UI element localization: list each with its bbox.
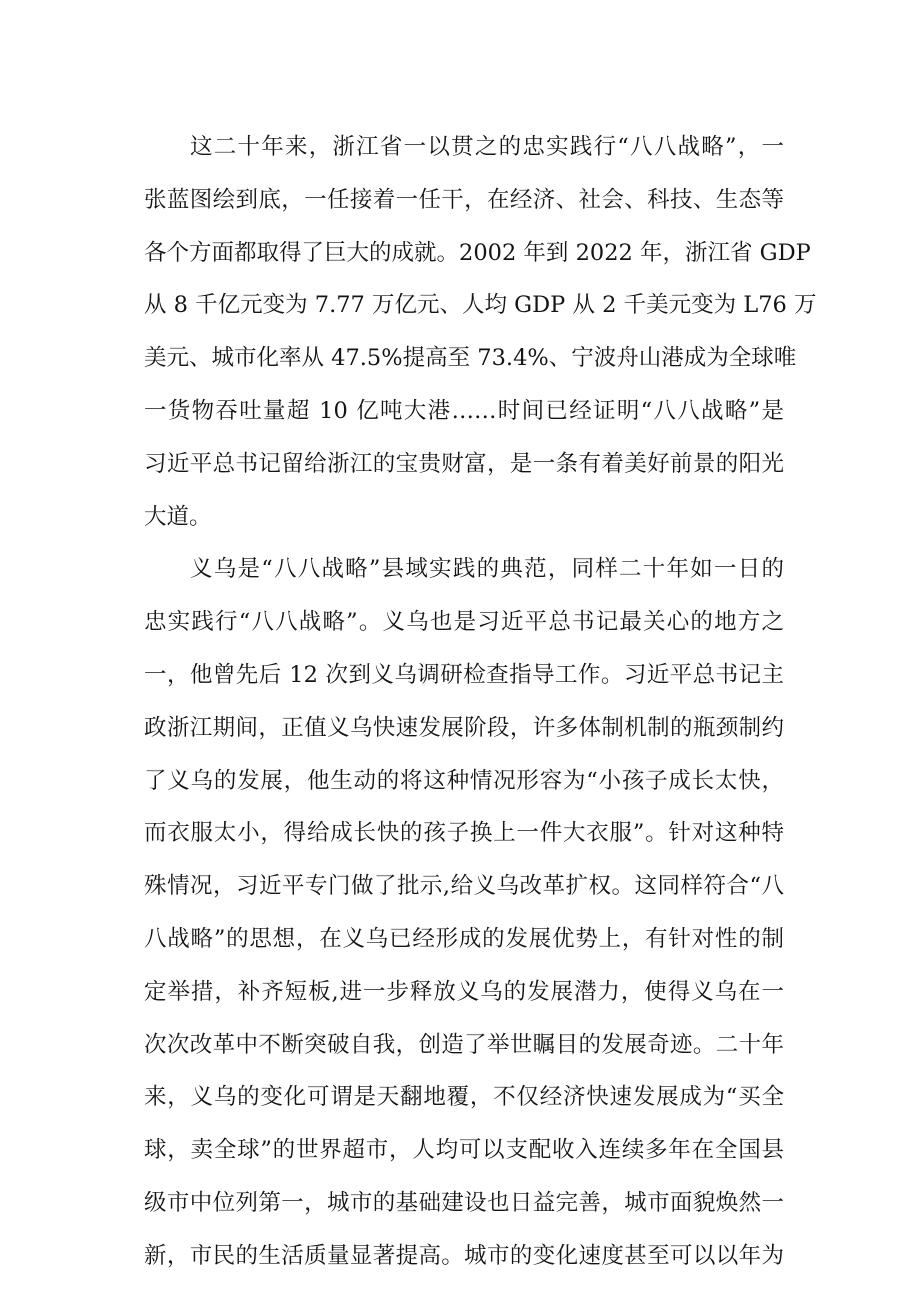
text-line: 次次改革中不断突破自我，创造了举世瞩目的发展奇迹。二十年 [144, 1031, 784, 1058]
text-line: 政浙江期间，正值义乌快速发展阶段，许多体制机制的瓶颈制约 [144, 714, 784, 741]
text-line: 义乌是“八八战略”县域实践的典范，同样二十年如一日的 [190, 556, 784, 583]
text-line: 了义乌的发展，他生动的将这种情况形容为“小孩子成长太快， [144, 767, 784, 794]
document-body [144, 121, 817, 1283]
text-line: 这二十年来，浙江省一以贯之的忠实践行“八八战略”，一 [190, 134, 784, 160]
paragraph [144, 121, 817, 543]
text-line: 级市中位列第一，城市的基础建设也日益完善，城市面貌焕然一 [144, 1189, 784, 1216]
text-line: 球，卖全球”的世界超市，人均可以支配收入连续多年在全国县 [144, 1137, 784, 1164]
text-line: 一，他曾先后 12 次到义乌调研检查指导工作。习近平总书记主 [144, 661, 784, 688]
text-line: 新，市民的生活质量显著提高。城市的变化速度甚至可以以年为 [144, 1242, 784, 1269]
text-line: 来，义乌的变化可谓是天翻地覆，不仅经济快速发展成为“买全 [144, 1084, 784, 1111]
text-line: 一货物吞吐量超 10 亿吨大港……时间已经证明“八八战略”是 [144, 397, 784, 424]
text-line: 各个方面都取得了巨大的成就。2002 年到 2022 年，浙江省 GDP [144, 239, 811, 266]
text-line: 张蓝图绘到底，一任接着一任干，在经济、社会、科技、生态等 [144, 186, 784, 213]
text-line: 习近平总书记留给浙江的宝贵财富，是一条有着美好前景的阳光 [144, 450, 784, 477]
text-line: 忠实践行“八八战略”。义乌也是习近平总书记最关心的地方之 [144, 609, 784, 636]
text-line: 美元、城市化率从 47.5%提高至 73.4%、宁波舟山港成为全球唯 [144, 345, 797, 372]
text-line: 而衣服太小，得给成长快的孩子换上一件大衣服”。针对这种特 [144, 820, 784, 847]
text-line: 大道。 [144, 503, 212, 530]
text-line: 从 8 千亿元变为 7.77 万亿元、人均 GDP 从 2 千美元变为 L76 万 [144, 292, 817, 319]
paragraph [144, 543, 784, 1282]
text-line: 定举措，补齐短板,进一步释放义乌的发展潜力，使得义乌在一 [144, 978, 784, 1005]
text-line: 殊情况，习近平专门做了批示,给义乌改革扩权。这同样符合“八 [144, 873, 784, 900]
text-line: 八战略”的思想，在义乌已经形成的发展优势上，有针对性的制 [144, 925, 784, 952]
